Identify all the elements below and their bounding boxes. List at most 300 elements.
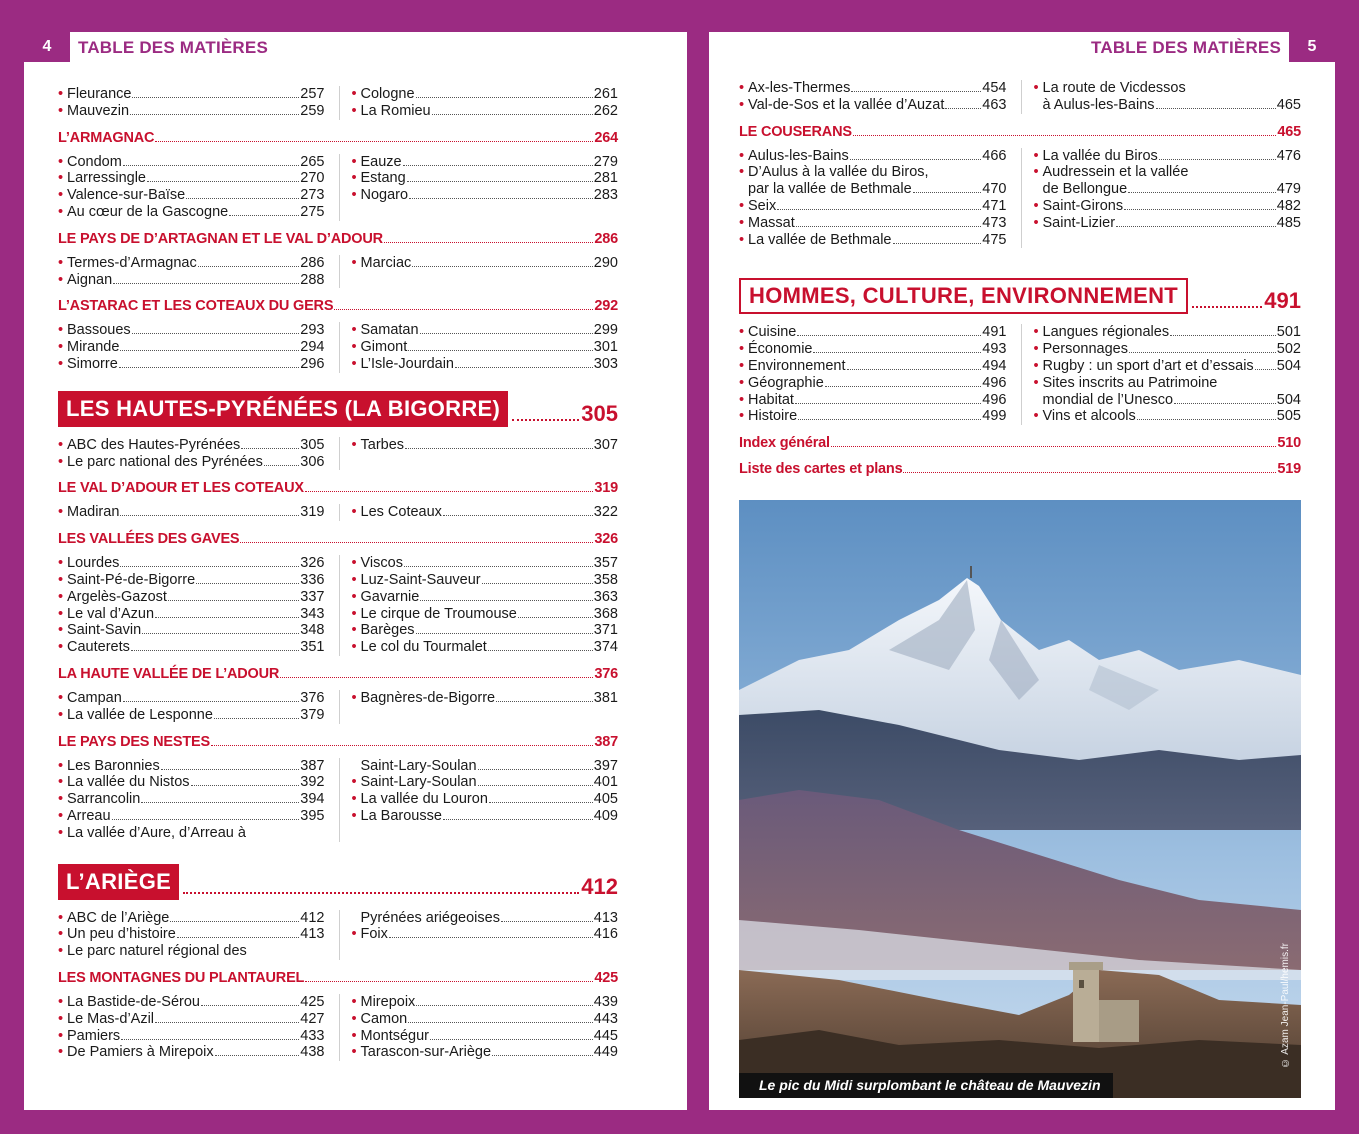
- toc-entry[interactable]: [58, 356, 325, 373]
- toc-group: [58, 690, 618, 724]
- bullet-icon: •: [351, 102, 357, 119]
- entry-page: 265: [300, 153, 325, 170]
- toc-column: [340, 255, 619, 289]
- bullet-icon: •: [351, 639, 357, 656]
- toc-group: [739, 148, 1301, 249]
- toc-entry[interactable]: [58, 926, 325, 943]
- entry-label: Personnages: [1042, 341, 1128, 358]
- toc-column: [58, 504, 340, 521]
- toc-chapter[interactable]: [58, 391, 618, 427]
- entry-label: Saint-Girons: [1042, 197, 1124, 214]
- bullet-icon: •: [351, 187, 357, 204]
- toc-entry[interactable]: [1034, 97, 1302, 114]
- bullet-icon: •: [1033, 324, 1039, 341]
- entry-label: Argelès-Gazost: [67, 588, 167, 605]
- entry-label: Au cœur de la Gascogne: [67, 203, 229, 220]
- toc-entry[interactable]: [58, 639, 325, 656]
- toc-entry[interactable]: [352, 86, 619, 103]
- entry-page: 471: [982, 197, 1007, 214]
- dot-leader: [168, 590, 299, 601]
- toc-entry[interactable]: [1034, 375, 1302, 392]
- chapter-title: HOMMES, CULTURE, ENVIRONNEMENT: [739, 278, 1188, 314]
- toc-entry[interactable]: [739, 80, 1007, 97]
- toc-entry[interactable]: [352, 356, 619, 373]
- toc-column: [58, 255, 340, 289]
- bullet-icon: •: [351, 555, 357, 572]
- entry-page: 336: [300, 571, 325, 588]
- entry-label: Géographie: [748, 374, 824, 391]
- entry-label: Nogaro: [360, 187, 409, 204]
- toc-entry[interactable]: [1034, 341, 1302, 358]
- toc-left: [58, 86, 618, 1061]
- toc-column: [58, 437, 340, 471]
- dot-leader: [432, 104, 593, 115]
- entry-page: 493: [982, 341, 1007, 358]
- bullet-icon: •: [58, 588, 64, 605]
- toc-column: [340, 994, 619, 1061]
- entry-label: Habitat: [748, 391, 794, 408]
- chapter-title: L’ARIÈGE: [58, 864, 179, 900]
- toc-entry[interactable]: [352, 808, 619, 825]
- toc-entry[interactable]: [352, 639, 619, 656]
- toc-entry[interactable]: [739, 232, 1007, 249]
- toc-entry[interactable]: [58, 1044, 325, 1061]
- entry-page: 494: [982, 357, 1007, 374]
- dot-leader: [1116, 216, 1276, 227]
- toc-entry[interactable]: [58, 154, 325, 171]
- toc-entry[interactable]: [58, 572, 325, 589]
- dot-leader: [215, 1045, 300, 1056]
- bullet-icon: •: [351, 605, 357, 622]
- section-title: LES VALLÉES DES GAVES: [58, 531, 240, 548]
- toc-section[interactable]: [58, 231, 618, 247]
- toc-entry[interactable]: [58, 187, 325, 204]
- toc-group: [58, 86, 618, 120]
- toc-entry[interactable]: [58, 707, 325, 724]
- bullet-icon: •: [351, 322, 357, 339]
- entry-page: 485: [1276, 214, 1301, 231]
- toc-entry[interactable]: [58, 910, 325, 927]
- entry-page: 463: [982, 96, 1007, 113]
- entry-page: 293: [300, 322, 325, 339]
- entry-page: 392: [300, 774, 325, 791]
- dot-leader: [141, 792, 299, 803]
- toc-entry[interactable]: [352, 1028, 619, 1045]
- dot-leader: [123, 155, 299, 166]
- toc-group: [58, 994, 618, 1061]
- section-page: 510: [1277, 435, 1301, 452]
- entry-label: Bassoues: [67, 322, 131, 339]
- section-title: LA HAUTE VALLÉE DE L’ADOUR: [58, 665, 280, 682]
- toc-entry[interactable]: [739, 392, 1007, 409]
- bullet-icon: [1034, 392, 1043, 409]
- entry-page: 257: [300, 86, 325, 102]
- entry-label: La Bastide-de-Sérou: [67, 993, 200, 1010]
- dot-leader: [334, 299, 593, 310]
- toc-section[interactable]: [58, 734, 618, 750]
- bullet-icon: •: [58, 1010, 64, 1027]
- entry-page: 405: [593, 791, 618, 808]
- bullet-icon: •: [58, 909, 64, 926]
- toc-entry[interactable]: [58, 825, 325, 842]
- toc-entry[interactable]: [739, 358, 1007, 375]
- toc-column: [1022, 148, 1302, 249]
- toc-entry[interactable]: [58, 437, 325, 454]
- page-number: 5: [1289, 32, 1335, 62]
- dot-leader: [155, 607, 299, 618]
- dot-leader: [893, 233, 982, 244]
- toc-entry[interactable]: [58, 1028, 325, 1045]
- entry-label: Mauvezin: [67, 102, 130, 119]
- toc-group: [58, 437, 618, 471]
- bullet-icon: •: [351, 791, 357, 808]
- toc-section[interactable]: [58, 531, 618, 547]
- dot-leader: [403, 155, 593, 166]
- toc-column: [739, 324, 1022, 425]
- entry-label: De Pamiers à Mirepoix: [67, 1044, 214, 1061]
- toc-section[interactable]: [58, 298, 618, 314]
- toc-entry[interactable]: [58, 454, 325, 471]
- toc-entry[interactable]: [352, 758, 619, 775]
- entry-page: 454: [982, 80, 1007, 96]
- section-title: LES MONTAGNES DU PLANTAUREL: [58, 969, 305, 986]
- bullet-icon: •: [58, 436, 64, 453]
- entry-label: Estang: [360, 170, 406, 187]
- bullet-icon: •: [1033, 408, 1039, 425]
- toc-entry[interactable]: [352, 589, 619, 606]
- entry-page: 425: [300, 993, 325, 1010]
- entry-page: 357: [593, 555, 618, 572]
- dot-leader: [196, 573, 299, 584]
- toc-entry[interactable]: [352, 255, 619, 272]
- entry-label: Madiran: [67, 504, 120, 521]
- entry-label: Gimont: [360, 339, 408, 356]
- toc-entry[interactable]: [58, 255, 325, 272]
- dot-leader: [797, 325, 981, 336]
- toc-entry[interactable]: [739, 324, 1007, 341]
- bullet-icon: •: [739, 197, 745, 214]
- bullet-icon: •: [351, 153, 357, 170]
- bullet-icon: •: [58, 757, 64, 774]
- toc-entry[interactable]: [739, 181, 1007, 198]
- entry-label: Arreau: [67, 807, 111, 824]
- toc-entry[interactable]: [58, 994, 325, 1011]
- entry-label: Mirepoix: [360, 993, 416, 1010]
- bullet-icon: •: [739, 96, 745, 113]
- entry-page: 259: [300, 102, 325, 119]
- dot-leader: [1124, 199, 1276, 210]
- bullet-icon: •: [351, 588, 357, 605]
- bullet-icon: •: [1033, 374, 1039, 391]
- bullet-icon: •: [58, 254, 64, 271]
- entry-label: Foix: [360, 926, 388, 943]
- toc-column: [58, 758, 340, 842]
- dot-leader: [191, 775, 300, 786]
- toc-entry[interactable]: [352, 1044, 619, 1061]
- page-number: 4: [24, 32, 70, 62]
- dot-leader: [130, 104, 299, 115]
- entry-label: La Romieu: [360, 102, 431, 119]
- toc-entry[interactable]: [1034, 392, 1302, 409]
- toc-entry[interactable]: [352, 791, 619, 808]
- dot-leader: [796, 216, 982, 227]
- toc-entry[interactable]: [352, 994, 619, 1011]
- bullet-icon: •: [58, 622, 64, 639]
- toc-chapter[interactable]: [58, 864, 618, 900]
- entry-page: 279: [593, 153, 618, 170]
- dot-leader: [501, 911, 593, 922]
- toc-entry[interactable]: [58, 86, 325, 103]
- toc-entry[interactable]: [352, 572, 619, 589]
- toc-column: [340, 437, 619, 471]
- toc-entry[interactable]: [352, 690, 619, 707]
- bullet-icon: •: [1033, 357, 1039, 374]
- dot-leader: [903, 462, 1276, 473]
- entry-label: Pamiers: [67, 1027, 121, 1044]
- toc-entry[interactable]: [58, 555, 325, 572]
- entry-page: 412: [300, 909, 325, 926]
- bullet-icon: •: [739, 357, 745, 374]
- toc-entry[interactable]: [739, 375, 1007, 392]
- toc-entry[interactable]: [58, 774, 325, 791]
- bullet-icon: •: [351, 339, 357, 356]
- toc-group: [58, 910, 618, 960]
- toc-entry[interactable]: [739, 164, 1007, 181]
- entry-label: La vallée du Nistos: [67, 774, 190, 791]
- section-title: LE COUSERANS: [739, 123, 852, 140]
- dot-leader: [170, 911, 299, 922]
- entry-label: Un peu d’histoire: [67, 926, 176, 943]
- toc-entry[interactable]: [739, 408, 1007, 425]
- toc-entry[interactable]: [58, 606, 325, 623]
- entry-label: ABC de l’Ariège: [67, 909, 170, 926]
- entry-page: 358: [593, 571, 618, 588]
- entry-label: Sarrancolin: [67, 791, 141, 808]
- dot-leader: [420, 323, 593, 334]
- bullet-icon: •: [58, 102, 64, 119]
- bullet-icon: [352, 758, 361, 775]
- toc-entry[interactable]: [1034, 215, 1302, 232]
- entry-label: La vallée d’Aure, d’Arreau à: [67, 824, 246, 841]
- entry-page: 343: [300, 605, 325, 622]
- toc-entry[interactable]: [58, 690, 325, 707]
- entry-page: 466: [982, 147, 1007, 164]
- entry-label: Sites inscrits au Patrimoine: [1042, 374, 1218, 391]
- entry-page: 348: [300, 622, 325, 639]
- toc-entry[interactable]: [1034, 181, 1302, 198]
- entry-page: 413: [593, 909, 618, 926]
- toc-entry[interactable]: [1034, 198, 1302, 215]
- dot-leader: [198, 256, 300, 267]
- toc-entry[interactable]: [739, 215, 1007, 232]
- toc-column: [1022, 80, 1302, 114]
- entry-page: 283: [593, 187, 618, 204]
- toc-entry[interactable]: [352, 437, 619, 454]
- bullet-icon: •: [739, 391, 745, 408]
- entry-label: La vallée du Louron: [360, 791, 488, 808]
- dot-leader: [1159, 149, 1276, 160]
- toc-entry[interactable]: [352, 606, 619, 623]
- bullet-icon: •: [739, 324, 745, 341]
- entry-label: Saint-Lary-Soulan: [360, 774, 477, 791]
- toc-entry[interactable]: [58, 170, 325, 187]
- dot-leader: [405, 438, 593, 449]
- toc-entry[interactable]: [58, 103, 325, 120]
- entry-label: Le Mas-d’Azil: [67, 1010, 155, 1027]
- toc-entry[interactable]: [58, 272, 325, 289]
- toc-entry[interactable]: [352, 339, 619, 356]
- dot-leader: [123, 691, 299, 702]
- toc-section[interactable]: [739, 124, 1301, 140]
- toc-entry[interactable]: [352, 622, 619, 639]
- toc-entry[interactable]: [58, 339, 325, 356]
- dot-leader: [1128, 182, 1276, 193]
- bullet-icon: •: [58, 203, 64, 220]
- dot-leader: [131, 640, 299, 651]
- dot-leader: [389, 927, 593, 938]
- toc-entry[interactable]: [1034, 148, 1302, 165]
- toc-entry[interactable]: [1034, 80, 1302, 97]
- toc-column: [1022, 324, 1302, 425]
- bullet-icon: •: [351, 254, 357, 271]
- toc-column: [340, 555, 619, 656]
- bullet-icon: •: [58, 187, 64, 204]
- toc-column: [58, 690, 340, 724]
- entry-page: 394: [300, 791, 325, 808]
- toc-entry[interactable]: [739, 148, 1007, 165]
- entry-label: Larressingle: [67, 170, 146, 187]
- toc-column: [58, 910, 340, 960]
- bullet-icon: •: [58, 322, 64, 339]
- entry-page: 270: [300, 170, 325, 187]
- entry-label: L’Isle-Jourdain: [360, 355, 454, 372]
- entry-page: 299: [593, 322, 618, 339]
- entry-label: Économie: [748, 341, 813, 358]
- toc-column: [340, 910, 619, 960]
- bullet-icon: •: [58, 453, 64, 470]
- entry-label: Montségur: [360, 1027, 430, 1044]
- entry-page: 473: [982, 214, 1007, 231]
- dot-leader: [1156, 98, 1276, 109]
- entry-label: Camon: [360, 1010, 408, 1027]
- toc-entry[interactable]: [1034, 324, 1302, 341]
- toc-entry[interactable]: [58, 204, 325, 221]
- toc-entry[interactable]: [58, 589, 325, 606]
- toc-entry[interactable]: [1034, 408, 1302, 425]
- toc-entry[interactable]: [352, 187, 619, 204]
- entry-label: Simorre: [67, 355, 118, 372]
- toc-entry[interactable]: [1034, 164, 1302, 181]
- toc-entry[interactable]: [352, 910, 619, 927]
- toc-entry[interactable]: [352, 154, 619, 171]
- dot-leader: [777, 199, 981, 210]
- bullet-icon: •: [58, 355, 64, 372]
- section-page: 264: [594, 129, 618, 146]
- toc-chapter[interactable]: [739, 278, 1301, 314]
- dot-leader: [518, 607, 593, 618]
- entry-label: Marciac: [360, 254, 412, 271]
- section-title: LE PAYS DES NESTES: [58, 733, 210, 750]
- toc-entry[interactable]: [1034, 358, 1302, 375]
- photo-caption: Le pic du Midi surplombant le château de Mauvezin: [739, 1073, 1113, 1098]
- toc-entry[interactable]: [58, 943, 325, 960]
- toc-entry[interactable]: [352, 504, 619, 521]
- toc-entry[interactable]: [739, 97, 1007, 114]
- dot-leader: [488, 640, 593, 651]
- toc-entry[interactable]: [739, 341, 1007, 358]
- toc-entry[interactable]: [58, 1011, 325, 1028]
- entry-label: Le col du Tourmalet: [360, 639, 487, 656]
- entry-label: mondial de l’Unesco: [1042, 391, 1174, 408]
- toc-entry[interactable]: [352, 170, 619, 187]
- entry-label: Lourdes: [67, 555, 120, 572]
- entry-page: 482: [1276, 197, 1301, 214]
- mountain-photo: [739, 500, 1301, 1098]
- toc-entry[interactable]: [58, 791, 325, 808]
- toc-section[interactable]: [58, 666, 618, 682]
- dot-leader: [409, 188, 593, 199]
- dot-leader: [412, 256, 593, 267]
- toc-entry[interactable]: [352, 1011, 619, 1028]
- section-title: Index général: [739, 435, 830, 452]
- toc-entry[interactable]: [58, 808, 325, 825]
- toc-entry[interactable]: [58, 758, 325, 775]
- toc-section[interactable]: [58, 480, 618, 496]
- toc-entry[interactable]: [739, 198, 1007, 215]
- dot-leader: [478, 775, 593, 786]
- toc-entry[interactable]: [58, 622, 325, 639]
- entry-label: Audressein et la vallée: [1042, 164, 1189, 181]
- toc-entry[interactable]: [352, 555, 619, 572]
- toc-entry[interactable]: [352, 774, 619, 791]
- bullet-icon: •: [351, 504, 357, 521]
- entry-page: 401: [593, 774, 618, 791]
- entry-page: 387: [300, 757, 325, 774]
- bullet-icon: •: [351, 436, 357, 453]
- toc-entry[interactable]: [58, 322, 325, 339]
- toc-entry[interactable]: [352, 926, 619, 943]
- toc-entry[interactable]: [352, 103, 619, 120]
- entry-label: Langues régionales: [1042, 324, 1170, 341]
- bullet-icon: •: [58, 706, 64, 723]
- dot-leader: [305, 481, 594, 492]
- bullet-icon: •: [739, 214, 745, 231]
- dot-leader: [482, 573, 593, 584]
- toc-section[interactable]: [739, 435, 1301, 451]
- section-title: LE PAYS DE D’ARTAGNAN ET LE VAL D’ADOUR: [58, 230, 383, 247]
- entry-page: 326: [300, 555, 325, 572]
- toc-section[interactable]: [739, 461, 1301, 477]
- bullet-icon: •: [739, 80, 745, 96]
- bullet-icon: •: [739, 164, 745, 181]
- toc-section[interactable]: [58, 970, 618, 986]
- toc-section[interactable]: [58, 130, 618, 146]
- bullet-icon: •: [58, 153, 64, 170]
- bullet-icon: •: [351, 774, 357, 791]
- toc-entry[interactable]: [58, 504, 325, 521]
- bullet-icon: •: [58, 504, 64, 521]
- photo-pic-du-midi: [739, 500, 1301, 1098]
- toc-column: [739, 80, 1022, 114]
- bullet-icon: •: [58, 943, 64, 960]
- dot-leader: [813, 342, 981, 353]
- toc-entry[interactable]: [352, 322, 619, 339]
- entry-page: 427: [300, 1010, 325, 1027]
- toc-group: [739, 324, 1301, 425]
- entry-label: Val-de-Sos et la vallée d’Auzat: [748, 96, 945, 113]
- entry-page: 499: [982, 408, 1007, 425]
- entry-page: 505: [1276, 408, 1301, 425]
